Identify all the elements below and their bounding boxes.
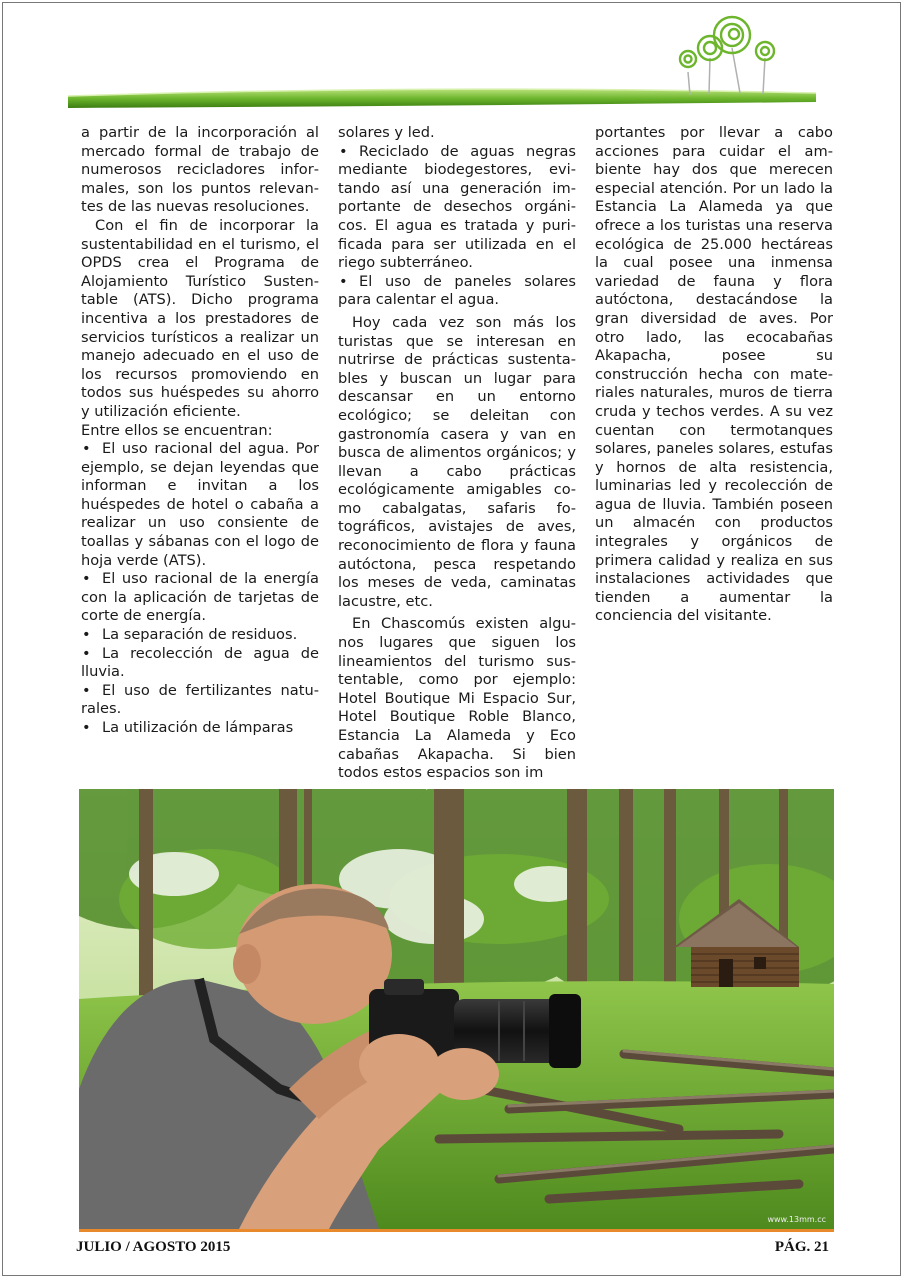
tree-swirls-icon — [60, 10, 830, 115]
bullet-item: • La recolección de agua de lluvia. — [81, 645, 319, 682]
paragraph: a partir de la incorporación al mercado formal de trabajo de numerosos recicladores informales, son los puntos relevantes de las nuevas resoluciones. — [81, 124, 319, 216]
paragraph: Entre ellos se encuentran: — [81, 421, 273, 439]
footer-date: JULIO / AGOSTO 2015 — [76, 1239, 231, 1255]
bullet-item: • Reciclado de aguas negras mediante biodegestores, evitando así una generación importante de desechos orgánicos. El agua es tratada y purificada para ser utilizada en el riego subterráneo. — [338, 143, 576, 273]
photographer-forest-image — [79, 789, 834, 1229]
paragraph: portantes por llevar a cabo acciones para cuidar el ambiente hay dos que merecen especial atención. Por un lado la Estancia La Alameda ya que ofrece a los turistas una reserva ecológica de 25.000 hectáreas la cual posee una inmensa variedad de fauna y flora autóctona, destacándose la gran diversidad de aves. Por otro lado, las ecocabañas Akapacha, posee su construcción hecha con materiales naturales, muros de tierra cruda y techos verdes. A su vez cuentan con termotanques solares, paneles solares, estufas y hornos de alta resistencia, luminarias led y recolección de agua de lluvia. También poseen un almacén con productos integrales y orgánicos de primera calidad y realiza en sus instalaciones actividades que tienden a aumentar la conciencia del visitante. — [595, 124, 833, 625]
paragraph: solares y led. — [338, 124, 435, 141]
bullet-item: • El uso de fertilizantes naturales. — [81, 682, 319, 719]
text-column-1 — [81, 124, 319, 738]
paragraph: En Chascomús existen algunos lugares que siguen los lineamientos del turismo sustentable, como por ejemplo: Hotel Boutique Mi Espacio Sur, Hotel Boutique Roble Blanco, Estancia La Alameda y Eco cabañas Akapacha. Si bien todos estos espacios son im — [338, 615, 576, 782]
header-decoration — [60, 10, 830, 115]
photo-accent-bar — [79, 1229, 834, 1232]
photo-watermark: www.13mm.cc — [767, 1215, 826, 1224]
bullet-item: • El uso de paneles solares para calentar el agua. — [338, 273, 576, 310]
bullet-item: • La utilización de lámparas — [81, 719, 319, 738]
text-column-2 — [338, 124, 576, 783]
paragraph: Hoy cada vez son más los turistas que se interesan en nutrirse de prácticas sustentables y buscan un lugar para descansar en un entorno ecológico; se deleitan con gastronomía casera y van en busca de alimentos orgánicos; y llevan a cabo prácticas ecológicamente amigables como cabalgatas, safaris fotográficos, avistajes de aves, reconocimiento de flora y fauna autóctona, pesca respetando los meses de veda, caminatas lacustre, etc. — [338, 313, 576, 610]
text-column-3 — [595, 124, 833, 626]
bullet-item: • El uso racional de la energía con la aplicación de tarjetas de corte de energía. — [81, 570, 319, 626]
page-number: PÁG. 21 — [774, 1239, 829, 1255]
article-photo — [79, 789, 834, 1229]
bullet-item: • El uso racional del agua. Por ejemplo, se dejan leyendas que informan e invitan a los huéspedes de hotel o cabaña a realizar un uso consiente de toallas y sábanas con el logo de hoja verde (ATS). — [81, 440, 319, 570]
bullet-item: • La separación de residuos. — [81, 626, 319, 645]
paragraph: Con el fin de incorporar la sustentabilidad en el turismo, el OPDS crea el Programa de Alojamiento Turístico Sustentable (ATS). Dicho programa incentiva a los prestadores de servicios turísticos a realizar un manejo adecuado en el uso de los recursos promoviendo en todos sus huéspedes su ahorro y utilización eficiente. — [81, 216, 319, 420]
